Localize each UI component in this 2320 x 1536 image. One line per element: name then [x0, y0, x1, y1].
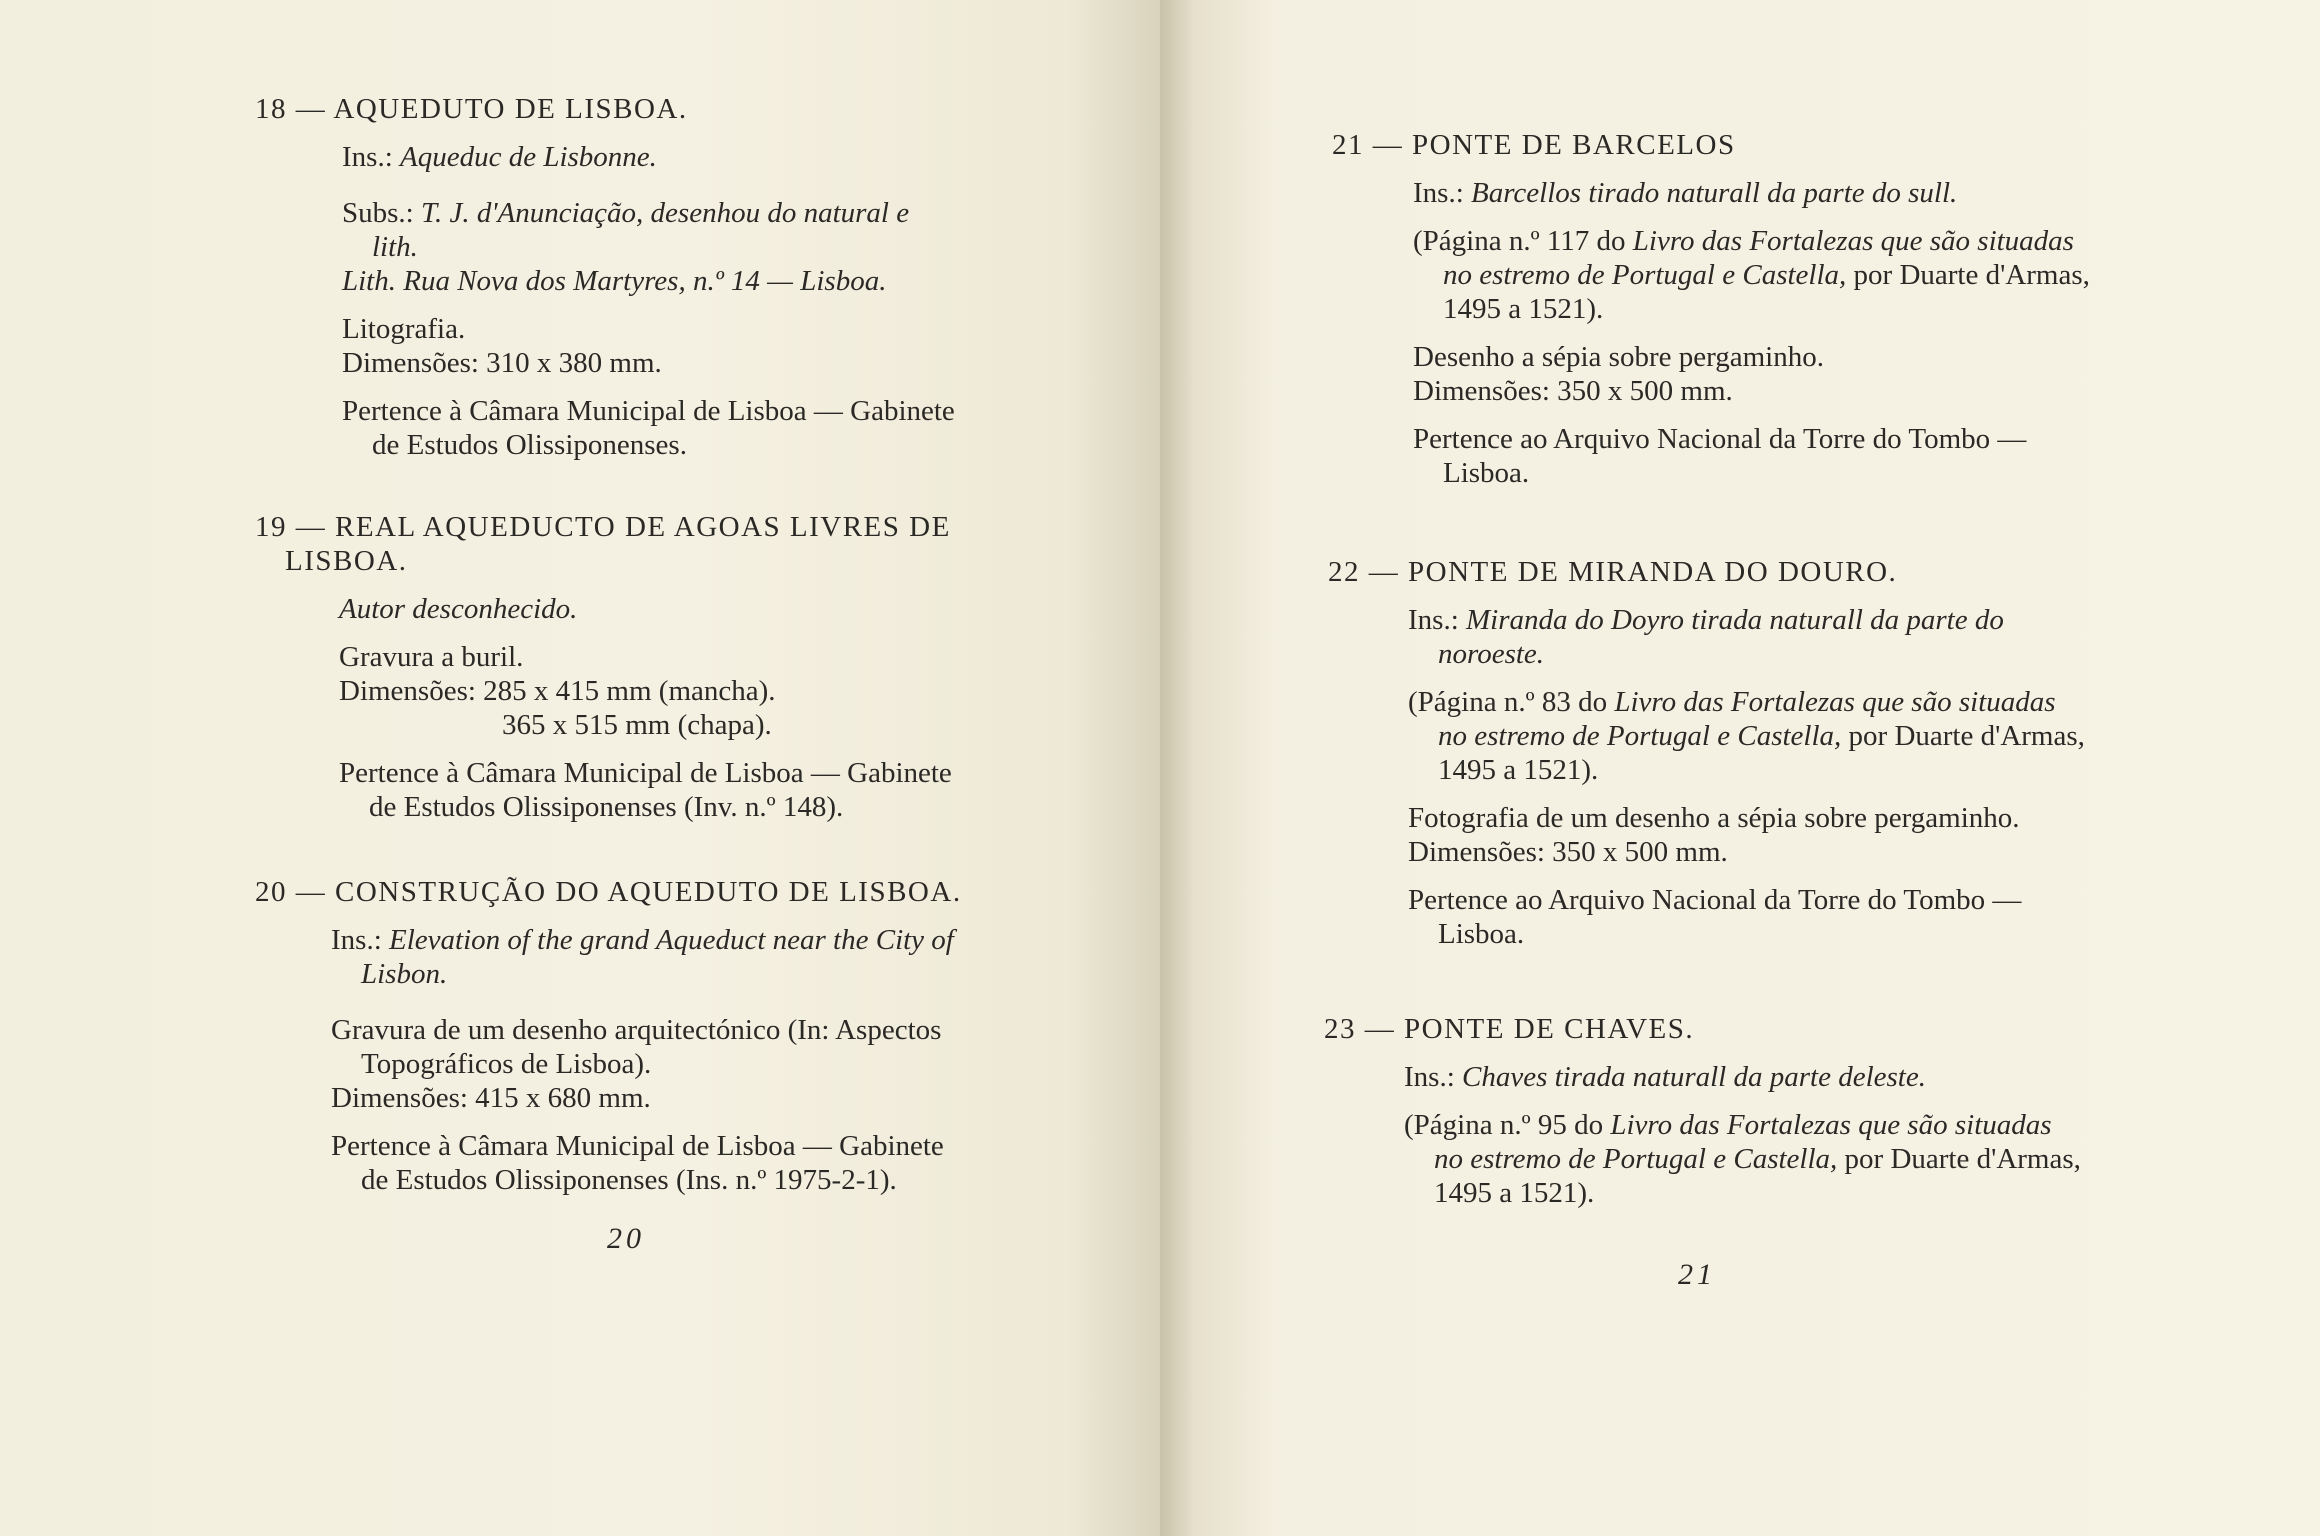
ref-open: (Página n.º 95 do	[1404, 1109, 1604, 1141]
entry-heading: 21 — PONTE DE BARCELOS	[1332, 129, 1736, 161]
dimensions-plate: 365 x 515 mm (chapa).	[502, 709, 772, 741]
ref-open: (Página n.º 117 do	[1413, 225, 1626, 257]
inscription	[1408, 603, 2088, 671]
dimensions: Dimensões: 415 x 680 mm.	[331, 1082, 651, 1114]
inscription	[331, 923, 961, 991]
owner: Pertence à Câmara Municipal de Lisboa — Gabinete de Estudos Olissiponenses.	[342, 395, 955, 461]
dimensions: Dimensões: 285 x 415 mm (mancha).	[339, 675, 776, 707]
ins-label: Ins.:	[342, 141, 393, 173]
technique: Gravura de um desenho arquitectónico (In: Aspectos Topográficos de Lisboa).	[331, 1014, 942, 1080]
ref-open: (Página n.º 83 do	[1408, 686, 1608, 718]
ins-label: Ins.:	[1408, 604, 1459, 636]
reference	[1408, 685, 2088, 787]
reference	[1404, 1108, 2084, 1210]
entry-heading: 18 — AQUEDUTO DE LISBOA.	[255, 93, 688, 125]
subscription	[342, 196, 942, 264]
entry-18	[255, 92, 1035, 462]
ins-text: Chaves tirada naturall da parte deleste.	[1462, 1061, 1926, 1093]
owner: Pertence à Câmara Municipal de Lisboa — Gabinete de Estudos Olissiponenses (Inv. n.º 148).	[339, 757, 952, 823]
page-number: 21	[1678, 1258, 1716, 1291]
technique: Desenho a sépia sobre pergaminho.	[1413, 341, 1824, 373]
entry-23	[1324, 1012, 2244, 1210]
owner: Pertence ao Arquivo Nacional da Torre do Tombo — Lisboa.	[1413, 423, 2027, 489]
ref-title: Livro das Fortalezas que são situadas no estremo de Portugal e Castella,	[1438, 686, 2056, 752]
entry-heading: 22 — PONTE DE MIRANDA DO DOURO.	[1328, 556, 1898, 588]
technique: Gravura a buril.	[339, 641, 524, 673]
right-page	[1160, 0, 2320, 1536]
inscription	[1413, 176, 2093, 210]
entry-21	[1332, 128, 2252, 490]
ref-close: por Duarte d'Armas, 1495 a 1521).	[1438, 720, 2085, 786]
entry-19	[255, 510, 1035, 824]
inscription	[342, 140, 1035, 174]
page-number: 20	[607, 1222, 645, 1255]
subs-text: T. J. d'Anunciação, desenhou do natural e lith.	[372, 197, 910, 263]
reference	[1413, 224, 2093, 326]
ins-label: Ins.:	[331, 924, 382, 956]
owner: Pertence à Câmara Municipal de Lisboa — Gabinete de Estudos Olissiponenses (Ins. n.º 1975-2-1).	[331, 1130, 944, 1196]
ins-label: Ins.:	[1413, 177, 1464, 209]
subs-label: Subs.:	[342, 197, 414, 229]
dimensions: Dimensões: 350 x 500 mm.	[1413, 375, 1733, 407]
dimensions: Dimensões: 310 x 380 mm.	[342, 347, 662, 379]
entry-heading: 19 — REAL AQUEDUCTO DE AGOAS LIVRES DE LISBOA.	[255, 511, 951, 577]
owner: Pertence ao Arquivo Nacional da Torre do Tombo — Lisboa.	[1408, 884, 2022, 950]
ins-text: Elevation of the grand Aqueduct near the City of Lisbon.	[361, 924, 954, 990]
ref-close: por Duarte d'Armas, 1495 a 1521).	[1434, 1143, 2081, 1209]
entry-20	[255, 875, 1035, 1197]
ref-title: Livro das Fortalezas que são situadas no estremo de Portugal e Castella,	[1434, 1109, 2052, 1175]
dimensions: Dimensões: 350 x 500 mm.	[1408, 836, 1728, 868]
inscription	[1404, 1060, 2084, 1094]
entry-heading: 20 — CONSTRUÇÃO DO AQUEDUTO DE LISBOA.	[255, 876, 962, 908]
ref-title: Livro das Fortalezas que são situadas no estremo de Portugal e Castella,	[1443, 225, 2074, 291]
author: Autor desconhecido.	[339, 593, 578, 625]
ins-text: Barcellos tirado naturall da parte do sull.	[1471, 177, 1958, 209]
ins-label: Ins.:	[1404, 1061, 1455, 1093]
ins-text: Aqueduc de Lisbonne.	[400, 141, 657, 173]
technique: Litografia.	[342, 313, 466, 345]
technique: Fotografia de um desenho a sépia sobre pergaminho.	[1408, 802, 2020, 834]
ref-close: por Duarte d'Armas, 1495 a 1521).	[1443, 259, 2090, 325]
lith-address: Lith. Rua Nova dos Martyres, n.º 14 — Lisboa.	[342, 265, 887, 297]
ins-text: Miranda do Doyro tirada naturall da parte do noroeste.	[1438, 604, 2004, 670]
entry-heading: 23 — PONTE DE CHAVES.	[1324, 1013, 1695, 1045]
entry-22	[1328, 555, 2248, 951]
